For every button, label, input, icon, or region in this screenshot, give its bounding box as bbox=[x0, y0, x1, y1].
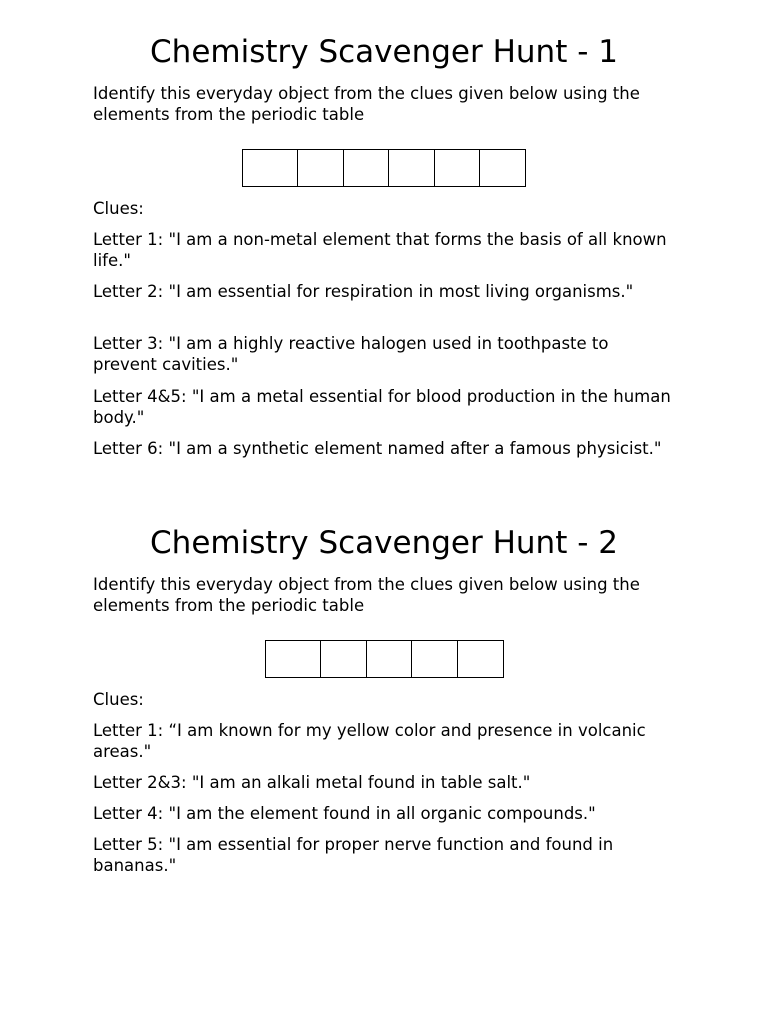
answer-box-4 bbox=[389, 150, 435, 186]
hunt-2-clues-heading: Clues: bbox=[93, 690, 144, 709]
hunt-1-title: Chemistry Scavenger Hunt - 1 bbox=[150, 34, 618, 70]
answer-box-5 bbox=[435, 150, 480, 186]
answer-box-3 bbox=[367, 641, 412, 677]
hunt-2-clue-4: Letter 5: "I am essential for proper nerve function and found in bananas." bbox=[93, 835, 614, 875]
hunt-2-answer-boxes bbox=[265, 640, 504, 678]
answer-box-1 bbox=[243, 150, 298, 186]
hunt-1-clue-5: Letter 6: "I am a synthetic element named after a famous physicist." bbox=[93, 439, 662, 458]
answer-box-1 bbox=[266, 641, 321, 677]
hunt-1-clue-1: Letter 1: "I am a non-metal element that forms the basis of all known life." bbox=[93, 230, 667, 270]
hunt-2-title: Chemistry Scavenger Hunt - 2 bbox=[150, 525, 618, 561]
hunt-1-clue-4: Letter 4&5: "I am a metal essential for blood production in the human body." bbox=[93, 387, 671, 427]
answer-box-2 bbox=[321, 641, 367, 677]
hunt-2-clue-3: Letter 4: "I am the element found in all organic compounds." bbox=[93, 804, 596, 823]
hunt-1-answer-boxes bbox=[242, 149, 526, 187]
hunt-2-clue-2: Letter 2&3: "I am an alkali metal found in table salt." bbox=[93, 773, 531, 792]
answer-box-4 bbox=[412, 641, 458, 677]
hunt-2-clue-1: Letter 1: “I am known for my yellow color and presence in volcanic areas." bbox=[93, 721, 646, 761]
answer-box-3 bbox=[344, 150, 389, 186]
answer-box-5 bbox=[458, 641, 503, 677]
hunt-1-clue-3: Letter 3: "I am a highly reactive halogen used in toothpaste to prevent cavities." bbox=[93, 334, 609, 374]
hunt-1-clue-2: Letter 2: "I am essential for respiration in most living organisms." bbox=[93, 282, 634, 301]
hunt-1-instructions: Identify this everyday object from the clues given below using the elements from the periodic table bbox=[93, 84, 640, 124]
hunt-2-instructions: Identify this everyday object from the clues given below using the elements from the periodic table bbox=[93, 575, 640, 615]
answer-box-2 bbox=[298, 150, 344, 186]
answer-box-6 bbox=[480, 150, 525, 186]
hunt-1-clues-heading: Clues: bbox=[93, 199, 144, 218]
